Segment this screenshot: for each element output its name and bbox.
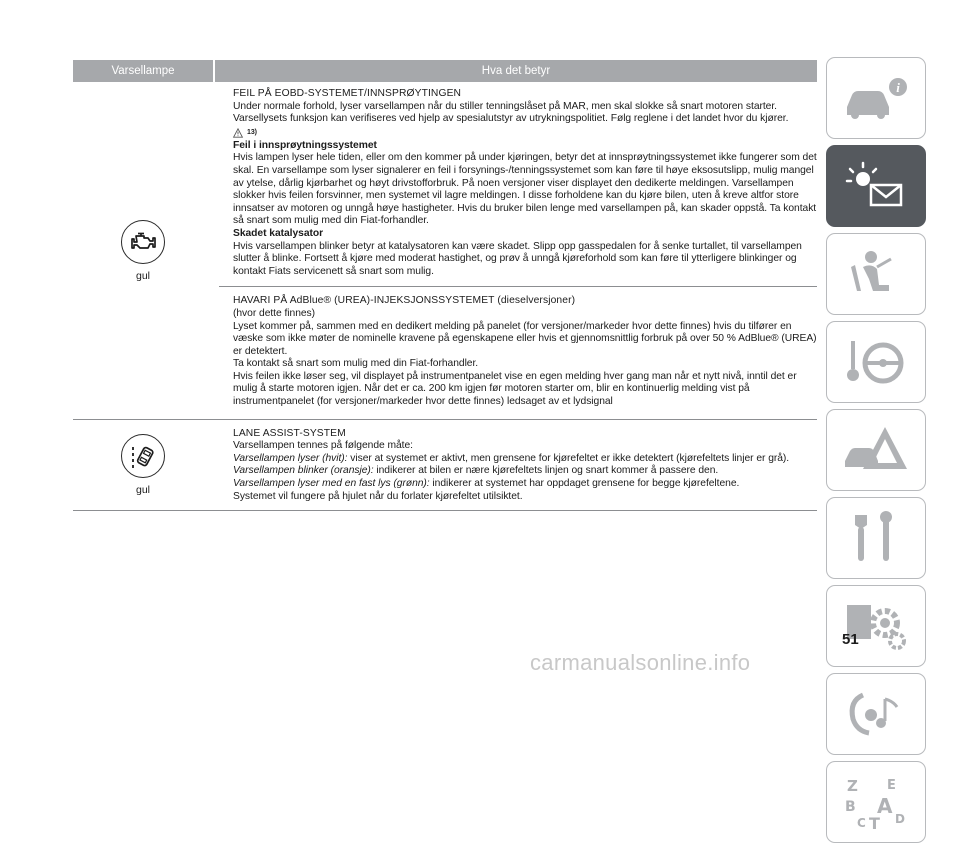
car-info-icon bbox=[841, 69, 911, 127]
svg-text:i: i bbox=[896, 80, 900, 95]
section-title: FEIL PÅ EOBD-SYSTEMET/INNSPRØYTINGEN bbox=[233, 88, 462, 99]
section-intro: Varsellampen tennes på følgende måte: bbox=[233, 440, 413, 452]
index-letter: B bbox=[845, 799, 856, 815]
item-label: Varsellampen lyser med en fast lys (grønn): bbox=[233, 478, 430, 490]
subsection-text: Hvis lampen lyser hele tiden, eller om den kommer på under kjøringen, betyr det at innsprøytningssystemet ikke fungerer som det skal. En varsellampe som lyser signalerer en feil i forsynings-/tenningssystemet som kan føre til høye eksosutslipp, mulig mangel av ytelse, dårlig kjørbarhet og høyt drivstofforbruk. På noen versjoner viser displayet den dedikerte meldingen. Varsellampen slokker hvis feilen forsvinner, men systemet vil lagre meldingen. I disse forholdene kan du kjøre bilen, uten å kreve altfor store innsatser av motoren og unngå høye hastigheter. Hvis du bruker bilen lenge med varsellampen på, kan skader oppstå. Ta kontakt så snart som mulig med din Fiat-forhandler. bbox=[233, 152, 817, 227]
list-item bbox=[233, 453, 817, 466]
nav-tab-warning-lights[interactable] bbox=[826, 145, 926, 227]
nav-tab-index[interactable] bbox=[826, 761, 926, 843]
chapter-navigation bbox=[826, 57, 926, 849]
section-intro: Under normale forhold, lyser varsellampen når du stiller tenningslåset på MAR, men skal slokke så snart motoren starter. Varsellysets funksjon kan verifiseres ved hjelp av spesialutstyr av utrykningspolitiet. Følg reglene i det landet hvor du kjører. bbox=[233, 100, 789, 125]
seat-airbag-icon bbox=[841, 245, 911, 303]
lamp-cell bbox=[73, 88, 213, 415]
item-text: viser at systemet er aktivt, men grensene for kjørefeltet er ikke detektert (kjørefeltets linjer er grå). bbox=[347, 452, 790, 464]
multimedia-music-icon bbox=[841, 685, 911, 743]
meaning-cell bbox=[219, 428, 817, 504]
section-note: (hvor dette finnes) bbox=[233, 307, 316, 319]
warning-triangle-icon bbox=[233, 128, 243, 138]
warning-reference bbox=[233, 126, 817, 140]
index-letter: C bbox=[857, 816, 866, 830]
nav-tab-technical-data[interactable] bbox=[826, 585, 926, 667]
subsection-title: Skadet katalysator bbox=[233, 227, 324, 239]
index-letter: A bbox=[877, 794, 893, 818]
nav-tab-maintenance[interactable] bbox=[826, 497, 926, 579]
alphabetical-index-icon bbox=[841, 773, 911, 831]
section-title: HAVARI PÅ AdBlue® (UREA)-INJEKSJONSSYSTEMET (dieselversjoner) bbox=[233, 295, 576, 307]
lamp-color-caption: gul bbox=[135, 484, 150, 497]
table-header bbox=[73, 60, 817, 82]
lamp-cell bbox=[73, 428, 213, 504]
header-meaning: Hva det betyr bbox=[213, 60, 817, 82]
section-text: Ta kontakt så snart som mulig med din Fiat-forhandler. bbox=[233, 358, 479, 370]
index-letter: Z bbox=[847, 777, 858, 795]
warning-light-message-icon bbox=[841, 157, 911, 215]
index-letter: D bbox=[895, 812, 905, 826]
watermark: carmanualsonline.info bbox=[530, 650, 751, 675]
breakdown-triangle-icon bbox=[841, 421, 911, 479]
subsection-title: Feil i innsprøytningssystemet bbox=[233, 139, 377, 151]
lamp-color-caption: gul bbox=[135, 270, 150, 283]
item-text: indikerer at bilen er nære kjørefeltets linjen og snart kommer å passere den. bbox=[373, 465, 719, 477]
nav-tab-car-info[interactable] bbox=[826, 57, 926, 139]
header-warning-light: Varsellampe bbox=[111, 65, 175, 77]
steering-wheel-key-icon bbox=[841, 333, 911, 391]
section-title: LANE ASSIST-SYSTEM bbox=[233, 427, 346, 439]
page-number: 51 bbox=[842, 631, 859, 648]
item-label: Varsellampen blinker (oransje): bbox=[233, 465, 374, 477]
row-divider bbox=[73, 510, 817, 511]
section-divider bbox=[219, 286, 817, 287]
section-closing: Systemet vil fungere på hjulet når du forlater kjørefeltet utilsiktet. bbox=[233, 490, 523, 502]
nav-tab-multimedia[interactable] bbox=[826, 673, 926, 755]
section-text: Lyset kommer på, sammen med en dedikert melding på panelet (for versjoner/markeder hvor dette finnes) hvis du tilfører en væske som ikke møter de nominelle kravene på egenskapene eller hvis et gjennomsnittlig forbruk på over 50 % AdBlue® (UREA) er detektert. bbox=[233, 320, 817, 357]
nav-tab-safety[interactable] bbox=[826, 233, 926, 315]
maintenance-tools-icon bbox=[841, 509, 911, 567]
list-item bbox=[233, 465, 817, 478]
nav-tab-emergency[interactable] bbox=[826, 409, 926, 491]
table-row bbox=[73, 82, 817, 415]
index-letter: T bbox=[869, 814, 880, 833]
nav-tab-starting-driving[interactable] bbox=[826, 321, 926, 403]
warning-reference-number: 13) bbox=[247, 129, 257, 137]
meaning-cell bbox=[219, 88, 817, 415]
item-label: Varsellampen lyser (hvit): bbox=[233, 452, 348, 464]
warning-lights-table bbox=[73, 60, 817, 511]
table-row bbox=[73, 420, 817, 511]
list-item bbox=[233, 478, 817, 491]
lane-assist-icon bbox=[121, 434, 165, 478]
item-text: indikerer at systemet har oppdaget grensene for begge kjørefeltene. bbox=[429, 478, 740, 490]
index-letter: E bbox=[887, 778, 896, 793]
subsection-text: Hvis varsellampen blinker betyr at katalysatoren kan være skadet. Slipp opp gasspedalen for å senke turtallet, til varsellampen slutter å blinke. Fortsett å kjøre med moderat hastighet, og prøv å unngå kjøreforhold som kan føre til ytterligere blinkinger og kontakt Fiats servicenett så snart som mulig. bbox=[233, 240, 802, 277]
section-text: Hvis feilen ikke løser seg, vil displayet på instrumentpanelet vise en egen melding hver gang man når et nytt nivå, inntil det er mulig å starte motoren igjen. Når det er ca. 200 km igjen før motoren starter om, blir en kontinuerlig melding vist på instrumentpanelet (for versjoner/markeder hvor dette finnes) ledsaget av et lydsignal bbox=[233, 370, 797, 408]
engine-check-icon bbox=[121, 220, 165, 264]
